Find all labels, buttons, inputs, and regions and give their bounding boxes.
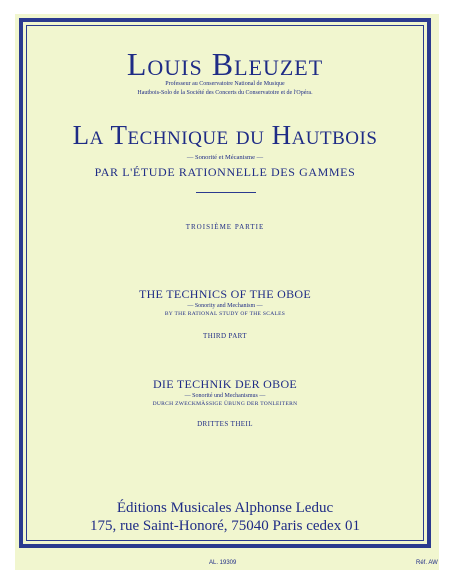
german-part: DRITTES THEIL: [197, 420, 253, 428]
english-part: THIRD PART: [203, 332, 247, 340]
french-tagline: PAR L'ÉTUDE RATIONNELLE DES GAMMES: [94, 165, 356, 179]
author-name: Louis Bleuzet: [126, 46, 324, 82]
reference-code: Réf. AW: [416, 560, 438, 566]
inner-border: [26, 25, 424, 541]
english-subtitle: — Sonority and Mechanism —: [187, 303, 263, 309]
german-title: DIE TECHNIK DER OBOE: [152, 377, 298, 391]
author-credit-2: Hautbois-Solo de la Société des Concerts du Conservatoire et de l'Opéra.: [137, 90, 313, 96]
english-tagline: BY THE RATIONAL STUDY OF THE SCALES: [164, 311, 286, 317]
french-part: TROISIÈME PARTIE: [185, 223, 265, 231]
publisher-address: 175, rue Saint-Honoré, 75040 Paris cedex 01: [90, 518, 360, 534]
french-title: La Technique du Hautbois: [72, 120, 378, 150]
catalog-number: AL. 19309: [209, 560, 237, 566]
bottom-margin: [15, 548, 439, 570]
divider-rule: [196, 192, 256, 193]
english-title: THE TECHNICS OF THE OBOE: [138, 287, 312, 301]
german-tagline: DURCH ZWECKMÄSSIGE ÜBUNG DER TONLEITERN: [152, 401, 298, 407]
french-subtitle: — Sonorité et Mécanisme —: [186, 154, 264, 161]
german-subtitle: — Sonorité und Mechanismus —: [184, 393, 266, 399]
publisher-name: Éditions Musicales Alphonse Leduc: [116, 500, 334, 516]
author-credit-1: Professeur au Conservatoire National de Musique: [165, 81, 285, 87]
